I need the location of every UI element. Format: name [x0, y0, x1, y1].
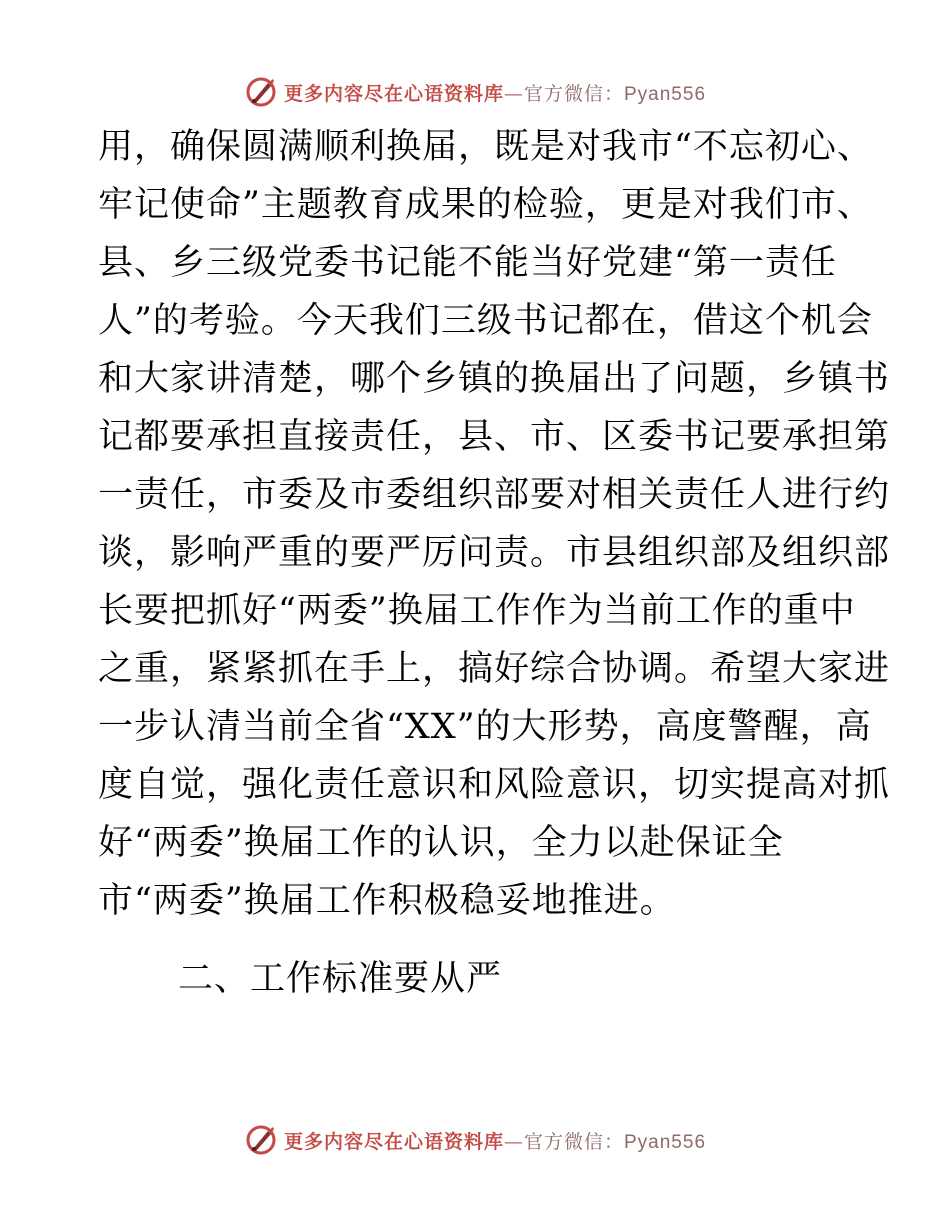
footer-watermark: [0, 1120, 950, 1160]
quill-pen-logo-icon: [244, 1123, 278, 1157]
watermark-dash: —: [503, 82, 524, 105]
quill-pen-logo-icon: [244, 75, 278, 109]
body-line: 牢记使命”主题教育成果的检验，更是对我们市、: [98, 185, 873, 225]
watermark-text: [284, 1127, 706, 1154]
body-line: 和大家讲清楚，哪个乡镇的换届出了问题，乡镇书: [98, 359, 891, 399]
watermark-wechat-label: 官方微信：: [523, 1130, 624, 1153]
body-paragraph: [98, 118, 891, 930]
header-watermark: [0, 72, 950, 112]
watermark-brand: 更多内容尽在心语资料库: [283, 82, 504, 105]
body-line: 度自觉，强化责任意识和风险意识，切实提高对抓: [98, 765, 891, 805]
watermark-dash: —: [503, 1130, 524, 1153]
body-line: 好“两委”换届工作的认识，全力以赴保证全: [98, 823, 784, 863]
watermark-brand: 更多内容尽在心语资料库: [283, 1130, 504, 1153]
watermark-text: [284, 79, 706, 106]
body-line: 人”的考验。今天我们三级书记都在，借这个机会: [98, 301, 873, 341]
section-heading: 二、工作标准要从严: [178, 959, 503, 999]
body-line: 县、乡三级党委书记能不能当好党建“第一责任: [98, 243, 837, 283]
body-line: 市“两委”换届工作积极稳妥地推进。: [98, 881, 676, 921]
body-line: 之重，紧紧抓在手上，搞好综合协调。希望大家进: [98, 649, 891, 689]
body-line: 长要把抓好“两委”换届工作作为当前工作的重中: [98, 591, 856, 631]
body-line: 谈，影响严重的要严厉问责。市县组织部及组织部: [98, 533, 891, 573]
body-line: 一责任，市委及市委组织部要对相关责任人进行约: [98, 475, 891, 515]
body-line: 用，确保圆满顺利换届，既是对我市“不忘初心、: [98, 127, 873, 167]
watermark-wechat-id: Pyan556: [624, 1131, 707, 1153]
body-line: 一步认清当前全省“XX”的大形势，高度警醒，高: [98, 707, 872, 747]
watermark-wechat-label: 官方微信：: [523, 82, 624, 105]
body-line: 记都要承担直接责任，县、市、区委书记要承担第: [98, 417, 891, 457]
watermark-wechat-id: Pyan556: [624, 83, 707, 105]
